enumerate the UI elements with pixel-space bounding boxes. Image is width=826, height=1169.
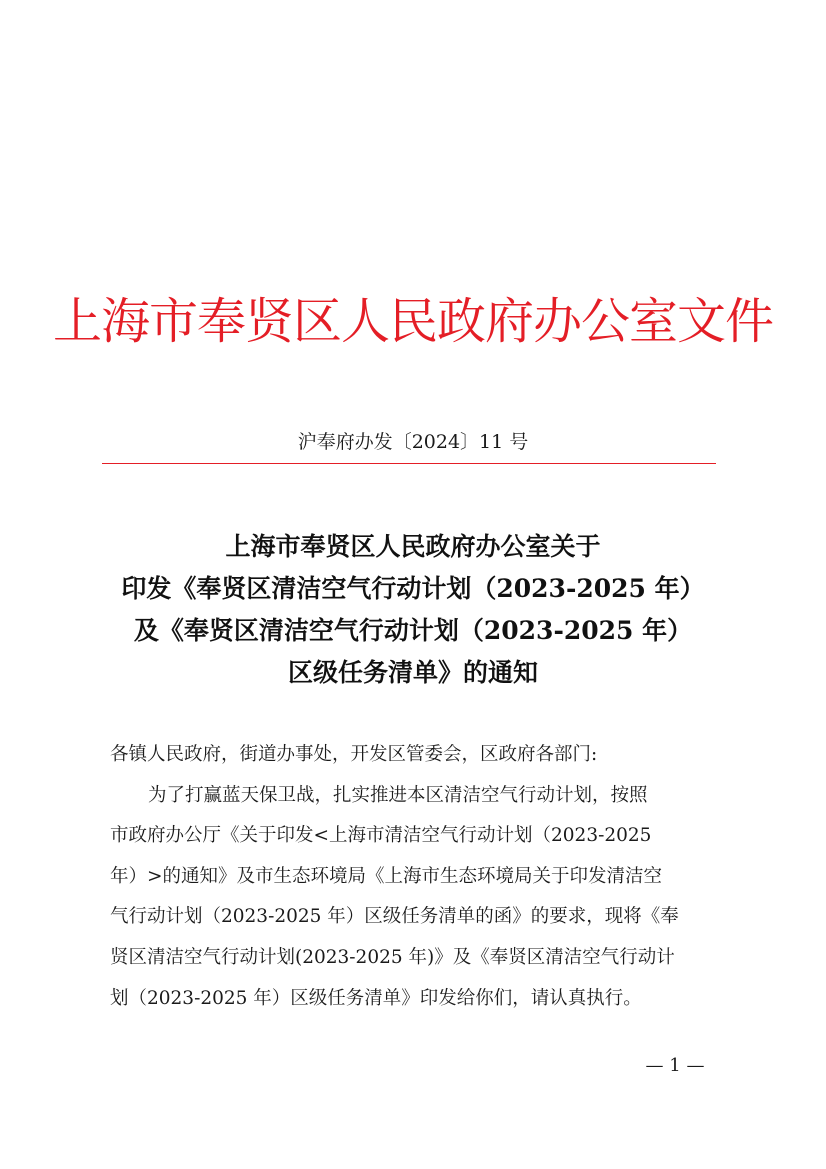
paragraph-line: 为了打赢蓝天保卫战，扎实推进本区清洁空气行动计划，按照 [148, 784, 648, 806]
paragraph-line: 市政府办公厅《关于印发<上海市清洁空气行动计划（2023-2025 [110, 825, 652, 847]
masthead-title: 上海市奉贤区人民政府办公室文件 [52, 293, 773, 350]
document-title [40, 526, 786, 694]
page-number: — 1 — [645, 1055, 705, 1076]
paragraph-line: 气行动计划（2023-2025 年）区级任务清单的函》的要求，现将《奉 [110, 906, 679, 928]
red-divider-line [102, 463, 716, 464]
document-body [110, 735, 720, 1019]
title-line: 印发《奉贤区清洁空气行动计划（2023-2025 年） [121, 574, 705, 603]
addressee: 各镇人民政府，街道办事处，开发区管委会，区政府各部门: [110, 744, 598, 765]
paragraph-line: 划（2023-2025 年）区级任务清单》印发给你们，请认真执行。 [110, 987, 642, 1009]
paragraph-line: 贤区清洁空气行动计划(2023-2025 年)》及《奉贤区清洁空气行动计 [110, 946, 675, 968]
document-number: 沪奉府办发〔2024〕11 号 [297, 431, 529, 453]
title-line: 上海市奉贤区人民政府办公室关于 [225, 532, 601, 561]
title-line: 区级任务清单》的通知 [287, 658, 538, 687]
paragraph-line: 年）>的通知》及市生态环境局《上海市生态环境局关于印发清洁空 [110, 865, 663, 887]
title-line: 及《奉贤区清洁空气行动计划（2023-2025 年） [133, 616, 693, 645]
